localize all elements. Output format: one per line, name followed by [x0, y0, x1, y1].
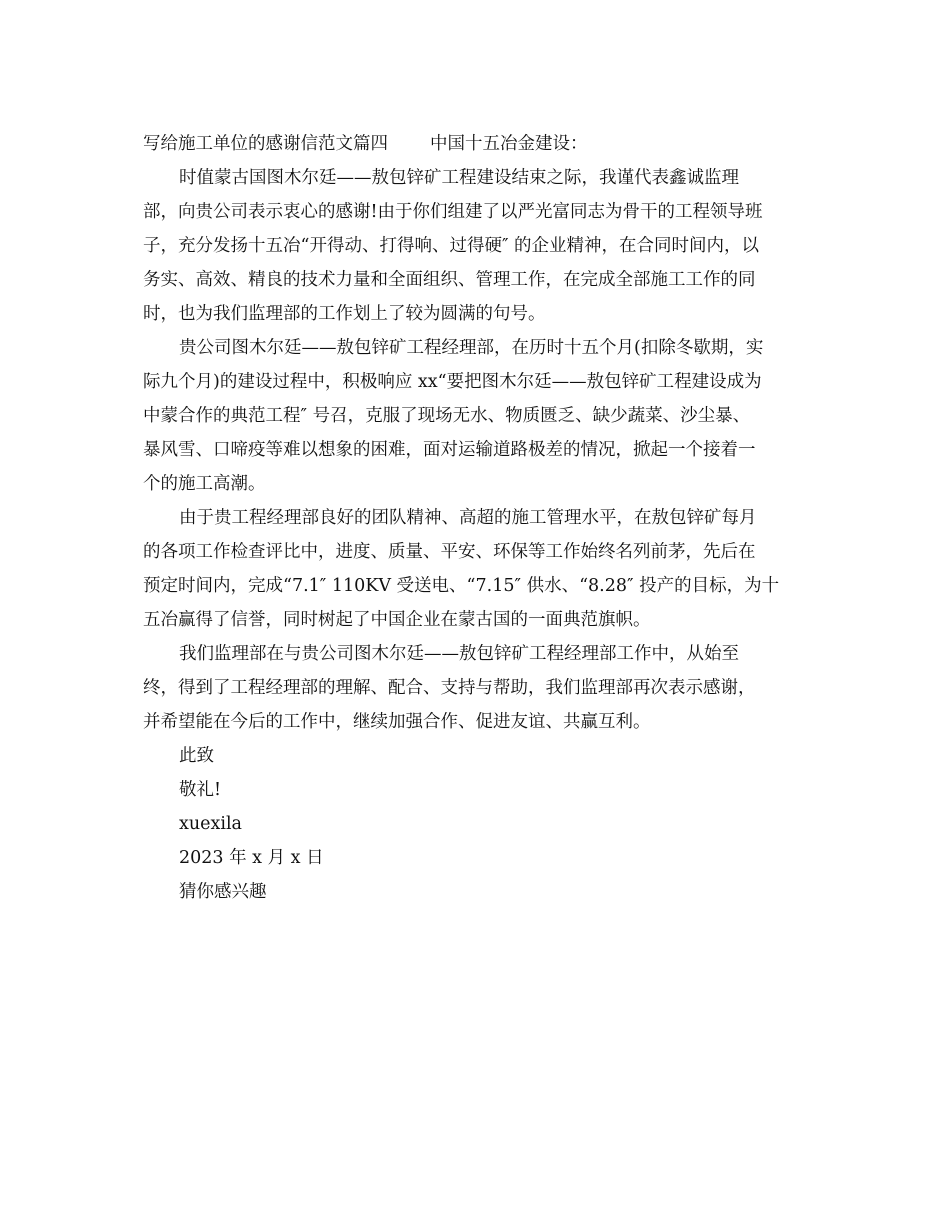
paragraph-line: 部，向贵公司表示衷心的感谢!由于你们组建了以严光富同志为骨干的工程领导班	[143, 202, 763, 222]
paragraph-line: 预定时间内，完成“7.1″ 110KV 受送电、“7.15″ 供水、“8.28″ 投产的目标，为十	[143, 576, 780, 596]
paragraph-line: 暴风雪、口啼疫等难以想象的困难，面对运输道路极差的情况，掀起一个接着一	[143, 440, 756, 460]
paragraph-line: 中蒙合作的典范工程″ 号召，克服了现场无水、物质匮乏、缺少蔬菜、沙尘暴、	[143, 406, 751, 426]
paragraph-line: 由于贵工程经理部良好的团队精神、高超的施工管理水平，在敖包锌矿每月	[179, 508, 757, 528]
paragraph-line: 并希望能在今后的工作中，继续加强合作、促进友谊、共赢互利。	[143, 712, 651, 732]
related-articles-link[interactable]: 猜你感兴趣	[179, 882, 267, 902]
paragraph-line: 的各项工作检查评比中，进度、质量、平安、环保等工作始终名列前茅，先后在	[143, 542, 756, 562]
closing: 此致	[179, 746, 214, 766]
letter-body	[143, 127, 811, 909]
paragraph-line: 贵公司图木尔廷——敖包锌矿工程经理部，在历时十五个月(扣除冬歇期，实	[179, 338, 764, 358]
document-title: 写给施工单位的感谢信范文篇四	[143, 134, 388, 154]
paragraph-1	[143, 161, 811, 331]
date: 2023 年 x 月 x 日	[179, 848, 324, 868]
paragraph-line: 际九个月)的建设过程中，积极响应 xx“要把图木尔廷——敖包锌矿工程建设成为	[143, 372, 762, 392]
salutation: 中国十五冶金建设：	[430, 134, 588, 154]
paragraph-line: 终，得到了工程经理部的理解、配合、支持与帮助，我们监理部再次表示感谢，	[143, 678, 756, 698]
paragraph-line: 时值蒙古国图木尔廷——敖包锌矿工程建设结束之际，我谨代表鑫诚监理	[179, 168, 739, 188]
paragraph-line: 子，充分发扬十五冶“开得动、打得响、过得硬″ 的企业精神，在合同时间内，以	[143, 236, 760, 256]
regards: 敬礼!	[179, 780, 222, 800]
title-line	[143, 127, 811, 161]
paragraph-line: 个的施工高潮。	[143, 474, 266, 494]
paragraph-line: 我们监理部在与贵公司图木尔廷——敖包锌矿工程经理部工作中，从始至	[179, 644, 739, 664]
paragraph-3	[143, 501, 811, 637]
paragraph-line: 时，也为我们监理部的工作划上了较为圆满的句号。	[143, 304, 546, 324]
paragraph-2	[143, 331, 811, 501]
paragraph-line: 务实、高效、精良的技术力量和全面组织、管理工作，在完成全部施工工作的同	[143, 270, 756, 290]
paragraph-line: 五冶赢得了信誉，同时树起了中国企业在蒙古国的一面典范旗帜。	[143, 610, 651, 630]
signature: xuexila	[179, 814, 242, 834]
paragraph-4	[143, 637, 811, 739]
